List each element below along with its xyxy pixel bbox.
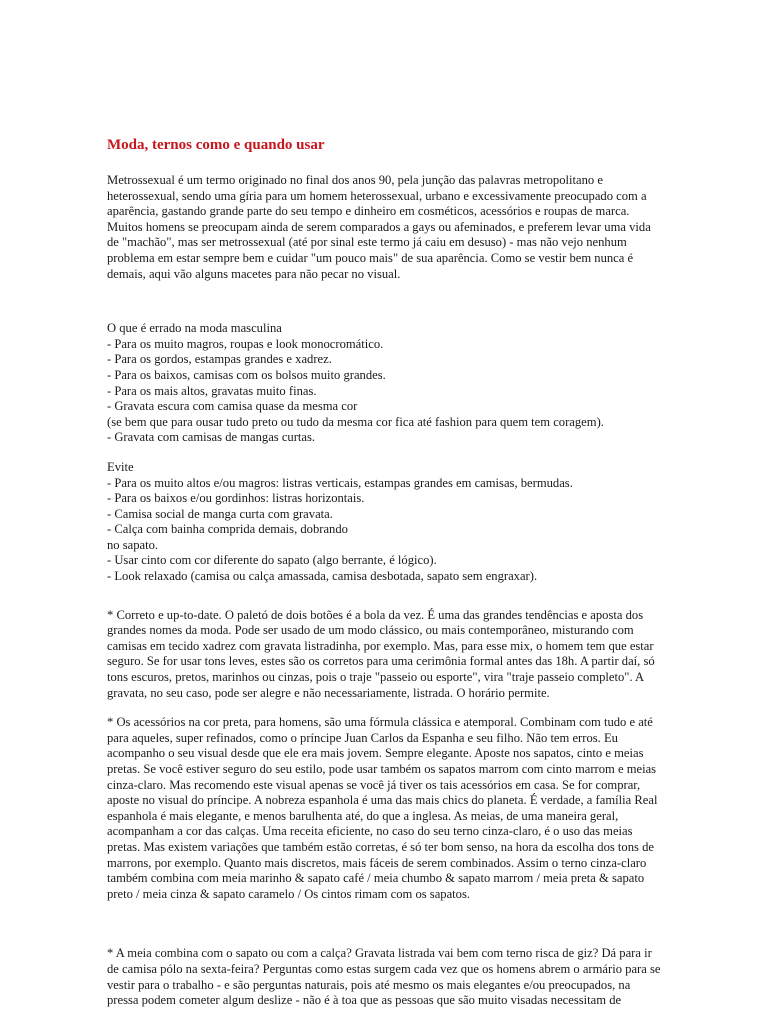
correto-line: seguro. Se for usar tons leves, estes são os corretos para uma cerimônia formal antes das 18h. A partir daí, só: [107, 654, 655, 669]
acessorios-line: acompanho o seu visual desde que ele era mais jovem. Sempre elegante. Aposte nos sapatos, cinto e meias: [107, 746, 644, 761]
spacer: [107, 701, 647, 715]
errado-item: - Para os baixos, camisas com os bolsos muito grandes.: [107, 367, 386, 382]
acessorios-line: pretas. Mas existem variações que também estão corretas, é só ter bom senso, na hora da escolha dos tons de: [107, 839, 654, 854]
correto-line: gravata, no seu caso, pode ser alegre e não necessariamente, listrada. O horário permite.: [107, 685, 550, 700]
page-title: Moda, ternos como e quando usar: [107, 137, 325, 153]
meia-line: * A meia combina com o sapato ou com a calça? Gravata listrada vai bem com terno risca de giz? Dá para ir: [107, 946, 652, 961]
errado-list: [107, 321, 647, 446]
acessorios-line: marrons, por exemplo. Quanto mais discretos, mais fáceis de serem combinados. Assim o terno cinza-claro: [107, 855, 647, 870]
acessorios-line: espanhola é mais elegante, e menos barulhenta até, do que a inglesa. As meias, de uma maneira geral,: [107, 808, 619, 823]
intro-paragraph: [107, 173, 651, 282]
evite-item: - Para os muito altos e/ou magros: listras verticais, estampas grandes em camisas, bermudas.: [107, 475, 573, 490]
meia-line: vestir para o trabalho - e são perguntas naturais, pois até mesmo os mais elegantes e/ou preocupados, na: [107, 977, 631, 992]
intro-line: Muitos homens se preocupam ainda de serem comparados a gays ou afeminados, e preferem levar uma vida: [107, 219, 651, 234]
intro-line: problema em estar sempre bem e cuidar "um pouco mais" de sua aparência. Como se vestir bem nunca é: [107, 250, 634, 265]
errado-item: - Para os gordos, estampas grandes e xadrez.: [107, 352, 332, 367]
errado-item: - Gravata escura com camisa quase da mesma cor: [107, 399, 358, 414]
spacer: [107, 282, 647, 321]
errado-item: - Gravata com camisas de mangas curtas.: [107, 430, 316, 445]
evite-item: - Usar cinto com cor diferente do sapato (algo berrante, é lógico).: [107, 553, 437, 568]
correto-paragraph: [107, 607, 655, 702]
acessorios-line: acompanham a cor das calças. Uma receita eficiente, no caso do seu terno cinza-claro, é o uso das meias: [107, 824, 633, 839]
correto-line: tons escuros, pretos, marinhos ou cinzas, pois o traje "passeio ou esporte", vira "traje passeio completo". A: [107, 670, 645, 685]
intro-line: demais, aqui vão alguns macetes para não pecar no visual.: [107, 266, 401, 281]
evite-item: - Calça com bainha comprida demais, dobrando: [107, 522, 348, 537]
evite-item: - Camisa social de manga curta com gravata.: [107, 506, 333, 521]
acessorios-line: * Os acessórios na cor preta, para homens, são uma fórmula clássica e atemporal. Combinam com tudo e até: [107, 715, 653, 730]
acessorios-line: cinza-claro. Mas recomendo este visual apenas se você já tiver os tais acessórios em casa. Se for comprar,: [107, 777, 641, 792]
errado-item: - Para os mais altos, gravatas muito finas.: [107, 383, 317, 398]
errado-item: (se bem que para ousar tudo preto ou tudo da mesma cor fica até fashion para quem tem coragem).: [107, 414, 604, 429]
acessorios-line: para aqueles, super refinados, como o príncipe Juan Carlos da Espanha e seu filho. Não tem erros. Eu: [107, 730, 618, 745]
intro-line: de "machão", mas ser metrossexual (até por sinal este termo já caiu em desuso) - mas não vejo nenhum: [107, 235, 627, 250]
correto-line: * Correto e up-to-date. O paletó de dois botões é a bola da vez. É uma das grandes tendências e aposta dos: [107, 607, 644, 622]
evite-item: - Look relaxado (camisa ou calça amassada, camisa desbotada, sapato sem engraxar).: [107, 569, 538, 584]
correto-line: camisas em tecido xadrez com gravata listradinha, por exemplo. Mas, para esse mix, o homem tem que estar: [107, 638, 654, 653]
errado-item: - Para os muito magros, roupas e look monocromático.: [107, 336, 384, 351]
acessorios-line: também combina com meia marinho & sapato café / meia chumbo & sapato marrom / meia preta & sapato: [107, 871, 645, 886]
document-page: [107, 134, 661, 1009]
acessorios-line: aposte no visual do príncipe. A nobreza espanhola é uma das mais chics do planeta. É verdade, a família Real: [107, 793, 658, 808]
intro-line: Metrossexual é um termo originado no final dos anos 90, pela junção das palavras metropolitano e: [107, 173, 603, 187]
evite-item: no sapato.: [107, 537, 159, 552]
acessorios-line: preto / meia cinza & sapato caramelo / Os cintos rimam com os sapatos.: [107, 886, 471, 901]
acessorios-line: pretas. Se você estiver seguro do seu estilo, pode usar também os sapatos marrom com cinto marrom e meias: [107, 762, 657, 776]
spacer: [107, 585, 647, 608]
evite-list: [107, 460, 647, 585]
evite-heading: Evite: [107, 459, 134, 474]
evite-item: - Para os baixos e/ou gordinhos: listras horizontais.: [107, 491, 365, 506]
spacer: [107, 902, 647, 946]
meia-line: de camisa pólo na sexta-feira? Perguntas como estas surgem cada vez que os homens abrem o armário para se: [107, 961, 661, 976]
spacer: [107, 446, 647, 460]
intro-line: heterossexual, sendo uma gíria para um homem heterossexual, urbano e excessivamente preocupado com a: [107, 188, 647, 203]
errado-heading: O que é errado na moda masculina: [107, 321, 282, 336]
intro-line: aparência, gastando grande parte do seu tempo e dinheiro em cosméticos, acessórios e roupas de marca.: [107, 204, 630, 219]
acessorios-paragraph: [107, 715, 658, 902]
correto-line: grandes nomes da moda. Pode ser usado de um modo clássico, ou mais contemporâneo, misturando com: [107, 623, 634, 638]
meia-paragraph: [107, 946, 661, 1008]
meia-line: pressa podem cometer algum deslize - não é à toa que as pessoas que são muito visadas necessitam de: [107, 993, 622, 1008]
